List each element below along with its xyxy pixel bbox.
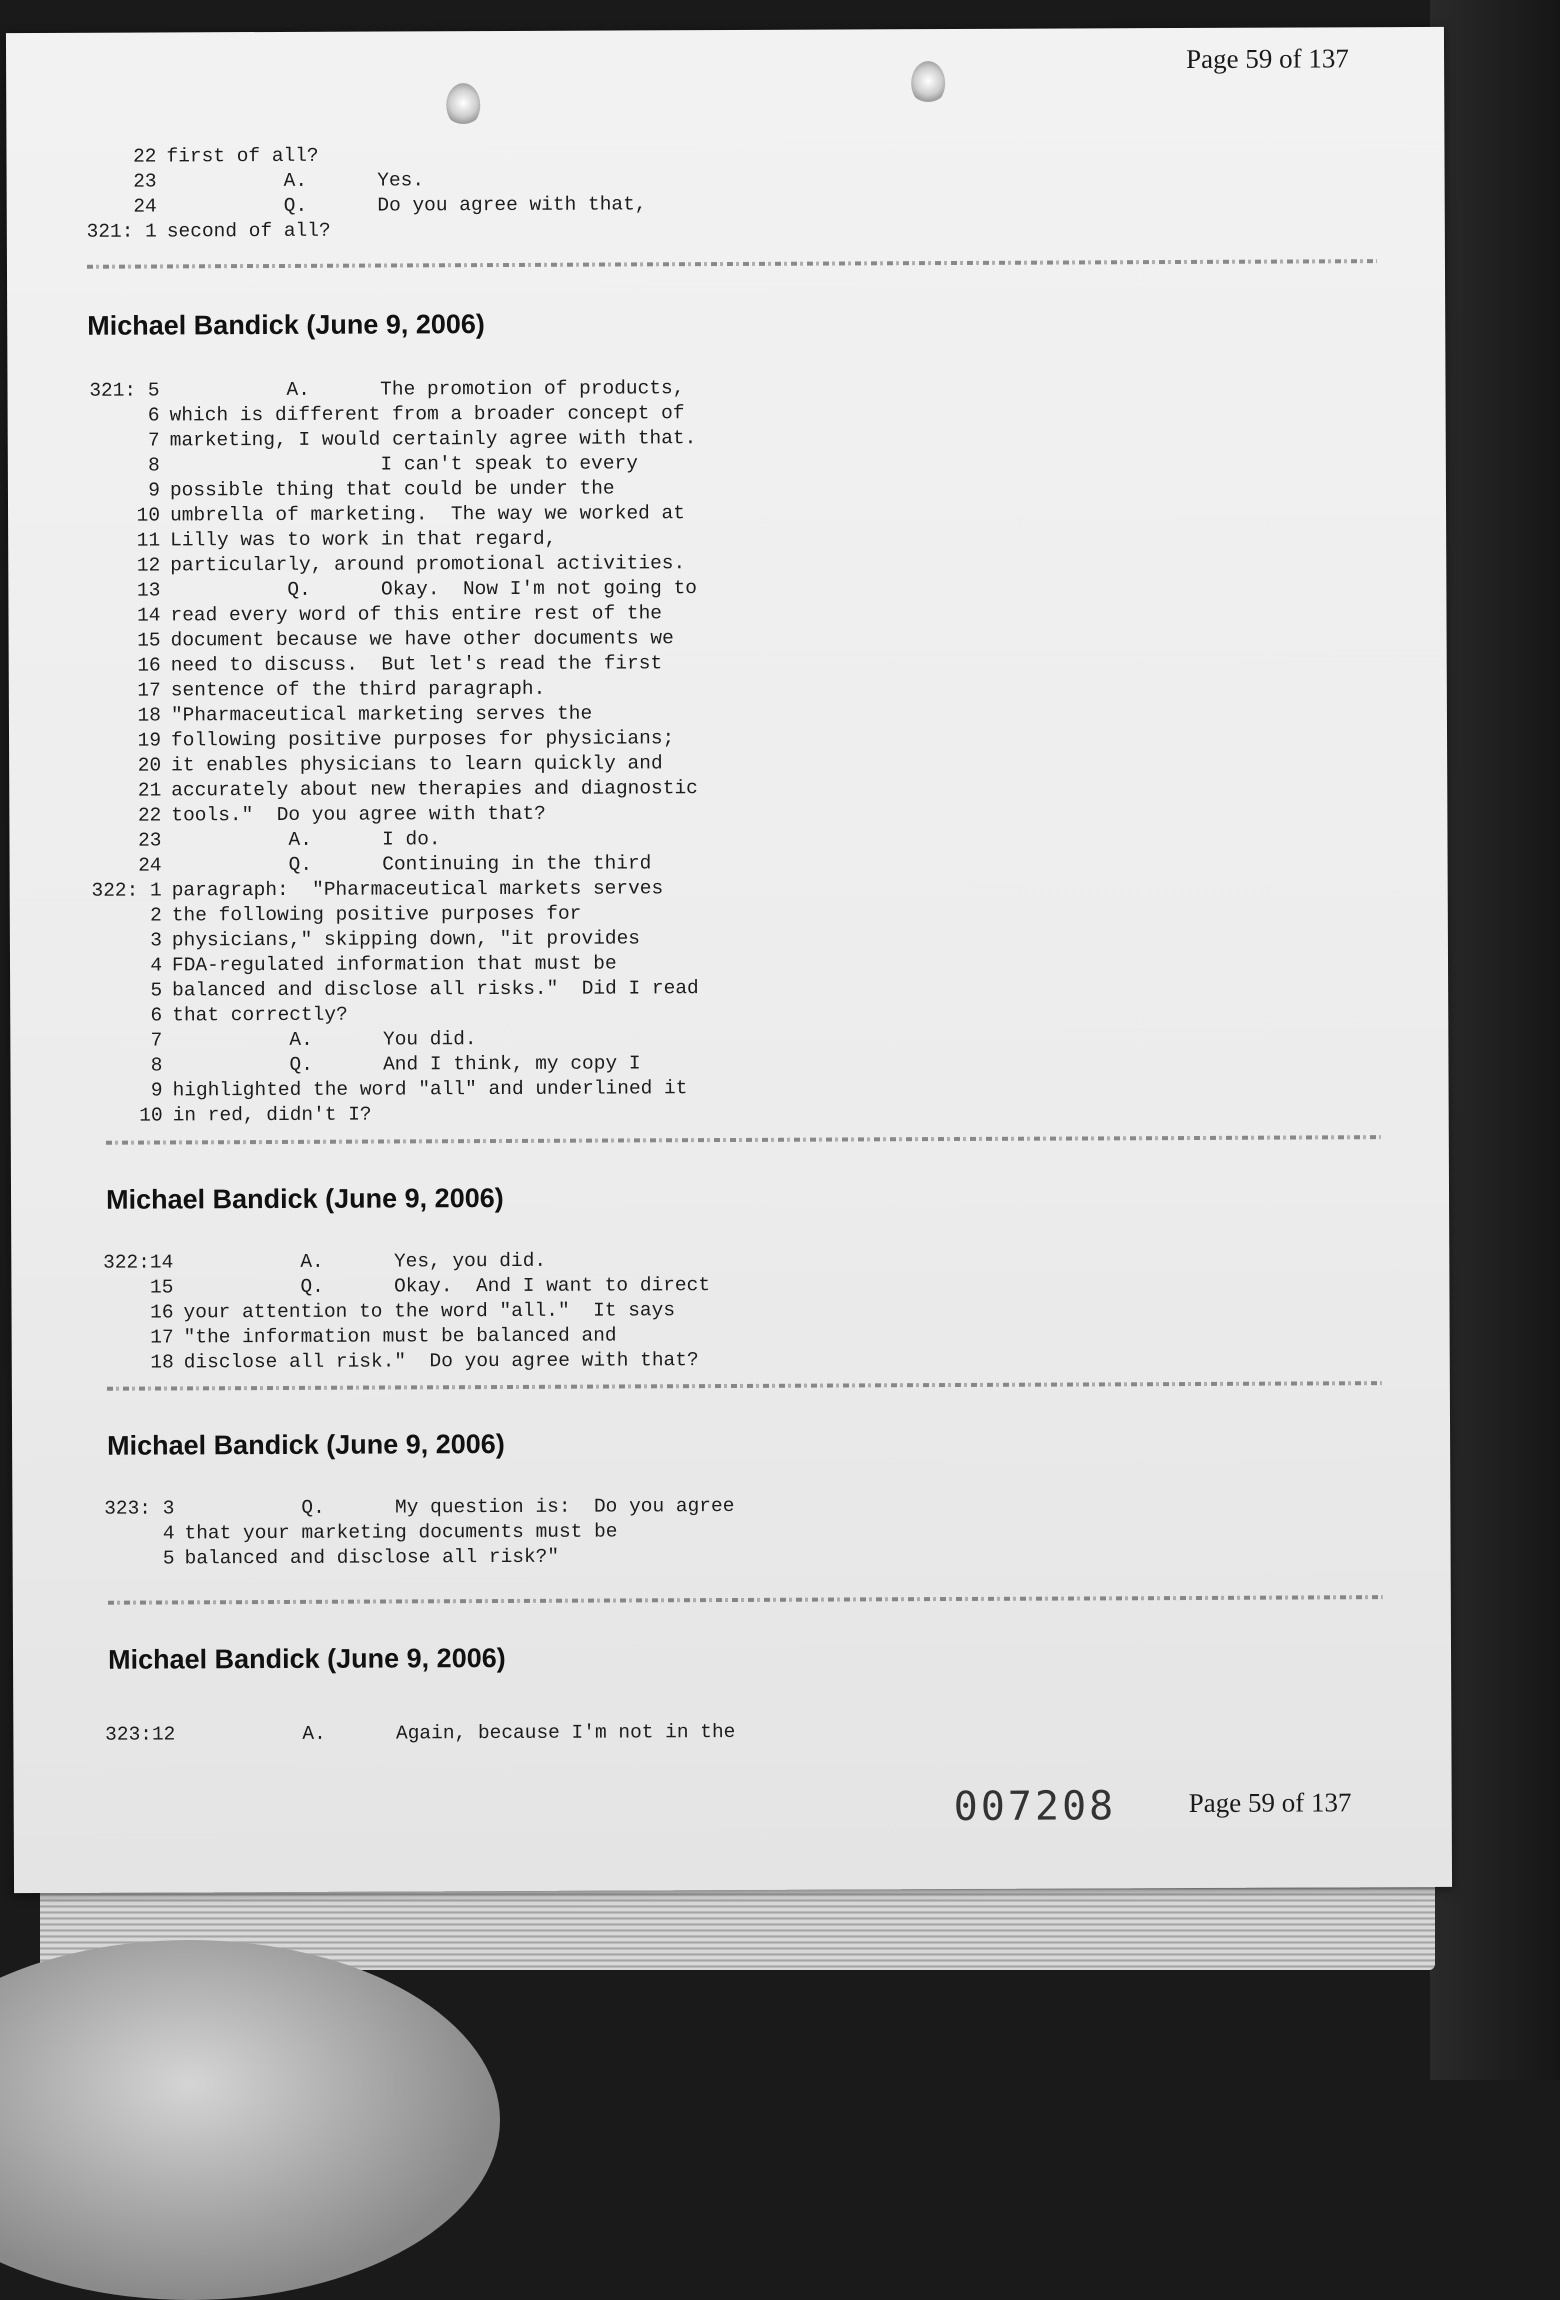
fragment-top xyxy=(66,142,646,245)
transcript-line xyxy=(71,701,698,729)
transcript-line xyxy=(84,1519,734,1547)
line-text: tools." Do you agree with that? xyxy=(171,802,546,827)
line-number: 18 xyxy=(137,704,161,727)
page-number-top: Page 59 of 137 xyxy=(1186,43,1349,74)
line-text: paragraph: "Pharmaceutical markets serves xyxy=(171,877,664,902)
line-text: FDA-regulated information that must be xyxy=(171,952,617,977)
line-text: following positive purposes for physicians; xyxy=(170,727,675,752)
line-text: A. I do. xyxy=(171,828,441,852)
transcript-line xyxy=(84,1494,734,1522)
line-text: it enables physicians to learn quickly and xyxy=(171,752,663,777)
line-text: Q. Continuing in the third xyxy=(171,852,652,877)
excerpt-lines xyxy=(85,1720,735,1748)
line-number: 13 xyxy=(136,579,161,602)
transcript-line xyxy=(70,476,697,504)
line-text: that your marketing documents must be xyxy=(184,1520,618,1545)
transcript-line xyxy=(73,1076,700,1104)
line-number: 6 xyxy=(147,404,160,427)
line-text: in red, didn't I? xyxy=(172,1103,372,1127)
line-number: 9 xyxy=(150,1079,163,1102)
line-number: 322: 1 xyxy=(91,879,162,902)
excerpt-lines xyxy=(69,376,699,1129)
transcript-line xyxy=(71,726,698,754)
transcript-line xyxy=(71,751,698,779)
transcript-line xyxy=(72,1026,699,1054)
line-number: 12 xyxy=(136,554,161,577)
line-number: 15 xyxy=(137,629,161,652)
transcript-line xyxy=(83,1273,710,1301)
line-number: 18 xyxy=(150,1351,174,1374)
transcript-line xyxy=(72,951,699,979)
line-number: 14 xyxy=(137,604,161,627)
line-number: 24 xyxy=(138,854,162,877)
line-text: disclose all risk." Do you agree with that? xyxy=(183,1349,699,1374)
line-text: your attention to the word "all." It says xyxy=(183,1299,676,1324)
line-text: highlighted the word "all" and underlined it xyxy=(172,1077,688,1102)
line-number: 10 xyxy=(136,504,161,527)
transcript-line xyxy=(66,142,646,170)
line-text: which is different from a broader concept of xyxy=(169,402,685,427)
line-number: 11 xyxy=(136,529,161,552)
line-text: particularly, around promotional activities. xyxy=(170,552,686,577)
line-number: 8 xyxy=(150,1054,163,1077)
line-number: 19 xyxy=(137,729,162,752)
transcript-line xyxy=(72,1051,699,1079)
transcript-line xyxy=(72,876,699,904)
line-number: 15 xyxy=(149,1276,174,1299)
page-number-bottom: Page 59 of 137 xyxy=(1188,1787,1352,1819)
line-number: 16 xyxy=(150,1301,174,1324)
line-number: 23 xyxy=(133,170,157,193)
transcript-line xyxy=(72,926,699,954)
line-number: 20 xyxy=(137,754,162,777)
line-number: 23 xyxy=(138,829,162,852)
excerpt-title: Michael Bandick (June 9, 2006) xyxy=(107,1642,506,1675)
excerpt-title: Michael Bandick (June 9, 2006) xyxy=(105,1182,504,1215)
document-page xyxy=(6,27,1452,1893)
line-text: Q. Do you agree with that, xyxy=(166,193,647,218)
line-text: possible thing that could be under the xyxy=(169,477,615,502)
line-text: "the information must be balanced and xyxy=(183,1324,617,1349)
line-text: marketing, I would certainly agree with that. xyxy=(169,427,697,452)
line-text: A. Yes. xyxy=(166,169,425,193)
transcript-line xyxy=(71,651,698,679)
transcript-line xyxy=(85,1720,735,1748)
line-number: 4 xyxy=(150,954,163,977)
line-text: Q. And I think, my copy I xyxy=(172,1052,641,1077)
transcript-line xyxy=(84,1348,711,1376)
transcript-line xyxy=(71,801,698,829)
excerpt-divider xyxy=(108,1595,1383,1605)
transcript-line xyxy=(83,1248,710,1276)
line-text: document because we have other documents we xyxy=(170,627,674,652)
transcript-line xyxy=(72,1001,699,1029)
staple-hole xyxy=(446,83,480,127)
transcript-line xyxy=(73,1101,700,1129)
line-number: 16 xyxy=(137,654,161,677)
line-number: 17 xyxy=(150,1326,174,1349)
transcript-line xyxy=(72,851,699,879)
line-text: balanced and disclose all risks." Did I read xyxy=(172,977,699,1002)
line-number: 10 xyxy=(139,1104,163,1127)
line-number: 5 xyxy=(150,979,163,1002)
transcript-line xyxy=(70,576,697,604)
line-text: that correctly? xyxy=(172,1003,348,1027)
line-text: "Pharmaceutical marketing serves the xyxy=(170,702,593,727)
transcript-line xyxy=(85,1544,735,1572)
transcript-line xyxy=(70,601,697,629)
line-text: umbrella of marketing. The way we worked at xyxy=(170,502,685,527)
excerpt-divider xyxy=(106,1135,1381,1145)
line-number: 321: 5 xyxy=(89,379,160,402)
line-number: 323: 3 xyxy=(104,1497,175,1520)
transcript-line xyxy=(69,376,696,404)
line-text: first of all? xyxy=(166,144,319,168)
line-number: 5 xyxy=(162,1547,175,1570)
line-text: I can't speak to every xyxy=(169,452,638,477)
line-text: second of all? xyxy=(166,219,331,243)
line-number: 3 xyxy=(150,929,162,952)
line-number: 9 xyxy=(148,479,160,502)
line-number: 322:14 xyxy=(103,1251,174,1274)
line-text: accurately about new therapies and diagnostic xyxy=(171,777,698,802)
excerpt-lines xyxy=(84,1494,734,1572)
line-number: 321: 1 xyxy=(86,220,157,243)
transcript-line xyxy=(70,401,697,429)
transcript-line xyxy=(70,426,697,454)
line-number: 323:12 xyxy=(105,1723,176,1746)
line-text: A. The promotion of products, xyxy=(169,377,685,402)
line-text: read every word of this entire rest of the xyxy=(170,602,663,627)
line-text: Q. My question is: Do you agree xyxy=(184,1494,735,1520)
line-number: 21 xyxy=(137,779,162,802)
transcript-line xyxy=(72,976,699,1004)
excerpt-title: Michael Bandick (June 9, 2006) xyxy=(87,309,485,341)
transcript-line xyxy=(67,167,647,195)
transcript-line xyxy=(71,776,698,804)
line-text: need to discuss. But let's read the first xyxy=(170,652,663,677)
transcript-line xyxy=(72,901,699,929)
staple-hole xyxy=(911,61,945,105)
transcript-line xyxy=(67,217,647,245)
line-number: 22 xyxy=(133,145,157,168)
excerpt-title: Michael Bandick (June 9, 2006) xyxy=(107,1428,505,1461)
line-number: 22 xyxy=(137,804,162,827)
line-number: 24 xyxy=(133,195,157,218)
excerpt-divider xyxy=(107,1381,1382,1391)
transcript-line xyxy=(83,1298,710,1326)
transcript-line xyxy=(71,676,698,704)
line-number: 7 xyxy=(147,429,160,452)
line-number: 17 xyxy=(137,679,161,702)
transcript-line xyxy=(84,1323,711,1351)
line-number: 8 xyxy=(148,454,160,477)
line-text: A. Again, because I'm not in the xyxy=(185,1720,736,1746)
transcript-line xyxy=(71,826,698,854)
line-text: A. You did. xyxy=(172,1028,477,1052)
line-number: 7 xyxy=(150,1029,163,1052)
line-number: 6 xyxy=(150,1004,163,1027)
excerpt-divider xyxy=(87,259,1377,269)
transcript-line xyxy=(67,192,647,220)
transcript-line xyxy=(70,526,697,554)
transcript-line xyxy=(70,551,697,579)
transcript-line xyxy=(70,451,697,479)
line-text: sentence of the third paragraph. xyxy=(170,677,546,702)
line-text: physicians," skipping down, "it provides xyxy=(171,927,641,952)
transcript-line xyxy=(70,501,697,529)
round-object xyxy=(0,1940,500,2300)
line-text: balanced and disclose all risk?" xyxy=(184,1545,560,1570)
excerpt-lines xyxy=(83,1248,710,1376)
transcript-line xyxy=(71,626,698,654)
line-number: 4 xyxy=(162,1522,175,1545)
line-number: 2 xyxy=(150,904,162,927)
bates-number: 007208 xyxy=(953,1783,1117,1831)
line-text: A. Yes, you did. xyxy=(183,1249,547,1274)
line-text: Lilly was to work in that regard, xyxy=(170,527,557,552)
line-text: Q. Okay. And I want to direct xyxy=(183,1274,711,1299)
line-text: Q. Okay. Now I'm not going to xyxy=(170,577,698,602)
line-text: the following positive purposes for xyxy=(171,902,582,927)
